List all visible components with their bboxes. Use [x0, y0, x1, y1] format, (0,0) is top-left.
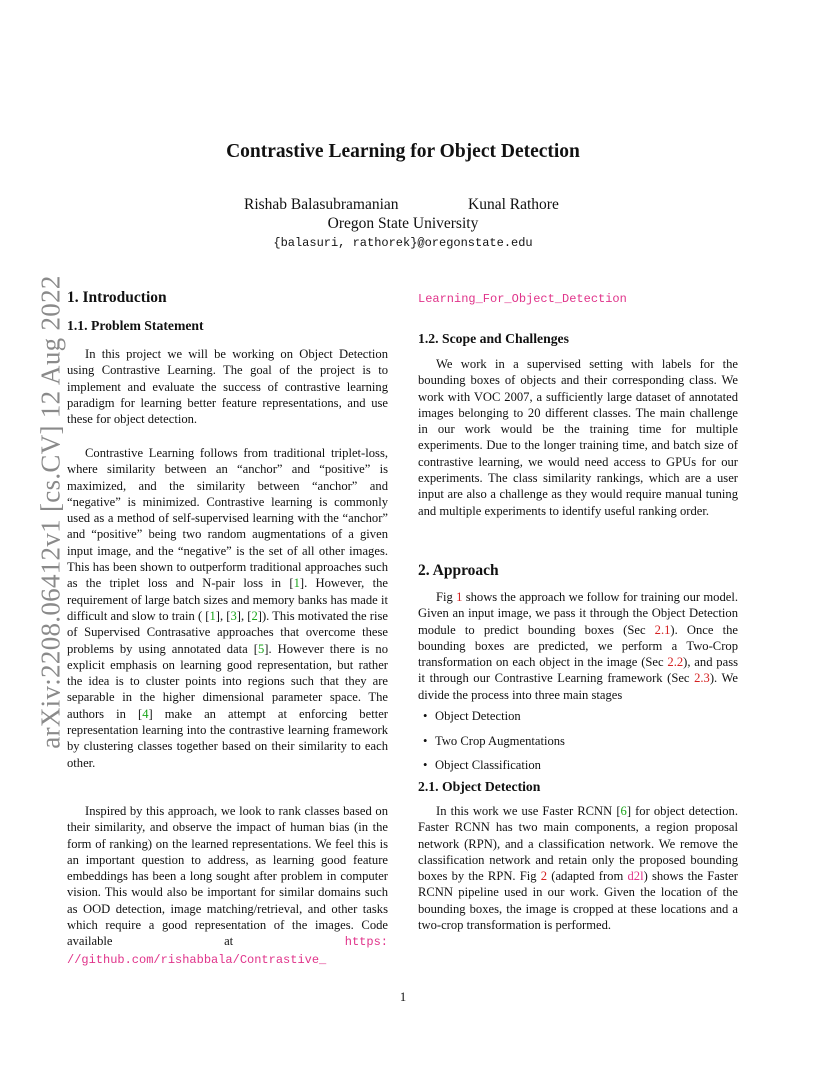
section-link[interactable]: 2.3 — [694, 671, 710, 686]
subsection-heading-object-detection: 2.1. Object Detection — [418, 779, 541, 794]
section-heading-approach: 2. Approach — [418, 562, 499, 579]
paragraph-problem-statement — [67, 346, 388, 427]
citation-link[interactable]: 1 — [293, 576, 300, 591]
figure-link[interactable]: 2 — [540, 869, 548, 884]
section-link[interactable]: 2.2 — [667, 655, 684, 670]
bullet-icon: • — [423, 709, 428, 723]
affiliation: Oregon State University — [327, 215, 479, 232]
list-item: • Object Detection — [423, 709, 521, 723]
citation-link[interactable]: 6 — [620, 804, 627, 818]
code-url-link[interactable]: https: — [344, 935, 388, 950]
bullet-icon: • — [423, 734, 428, 748]
citation-link[interactable]: 1 — [209, 608, 216, 623]
subsection-heading-problem-statement: 1.1. Problem Statement — [67, 318, 204, 333]
figure-link[interactable]: 1 — [456, 590, 463, 604]
bullet-icon: • — [423, 758, 428, 772]
section-heading-introduction: 1. Introduction — [67, 289, 167, 306]
citation-link[interactable]: 3 — [230, 608, 237, 623]
paragraph-object-detection — [418, 803, 738, 933]
author-email: {balasuri, rathorek}@oregonstate.edu — [273, 236, 533, 250]
paragraph-text: Contrastive Learning follows from traditional triplet-loss, where similarity between an “anchor” and “positive” is maximized, and the similarity between “anchor” and “negative” is minimized. Contrastive learning is commonly used as a method of self-supervised learning with the “anchor” and “positive” being two random augmentations of a given input image, and the “negative” is the set of all other images. This has been shown to outperform traditional approaches such as the triplet loss and N-pair loss in [1]. However, the requirement of large batch sizes and memory banks has made it difficult and slow to train ( [1], [3], [2]). This motivated the rise of Supervised Contrasative approaches that overcome these problems by using annotated data [5]. However there is no explicit emphasis on learning good representation, but rather the idea is to cluster points into regions such that they are separable in the higher dimensional parameter space. The authors in [4] make an attempt at enforcing better representation learning into the contrastive learning framework by clustering classes together based on their similarity to each other. — [67, 446, 388, 770]
subsection-heading-scope: 1.2. Scope and Challenges — [418, 331, 569, 346]
list-item: • Two Crop Augmentations — [423, 734, 565, 748]
citation-link[interactable]: 5 — [257, 641, 265, 656]
paragraph-approach — [418, 589, 738, 703]
paragraph-motivation — [67, 803, 388, 968]
section-link[interactable]: 2.1 — [654, 622, 671, 637]
author-1: Rishab Balasubramanian — [244, 196, 399, 213]
list-item: • Object Classification — [423, 758, 541, 772]
paragraph-text: In this work we use Faster RCNN [6] for object detection. Faster RCNN has two main components, a region proposal network (RPN), and a classification network. We remove the classification network and retain only the proposed bounding boxes by the RPN. Fig 2 (adapted from d2l) shows the Faster RCNN pipeline used in our work. Given the location of the bounding boxes, the image is cropped at these locations and a two-crop transformation is performed. — [418, 804, 738, 933]
paragraph-text: Fig 1 shows the approach we follow for training our model. Given an input image, we pass it through the Object Detection module to predict bounding boxes (Sec 2.1). Once the bounding boxes are predicted, we perform a Two-Crop transformation on each object in the image (Sec 2.2), and pass it through our Contrastive Learning framework (Sec 2.3). We divide the process into three main stages — [418, 590, 738, 702]
page-number: 1 — [399, 990, 407, 1004]
paragraph-scope — [418, 356, 738, 519]
paragraph-text: In this project we will be working on Object Detection using Contrastive Learning. The goal of the project is to implement and evaluate the success of contrastive learning paradigm for learning better feature representations, and use these for object detection. — [67, 347, 388, 427]
citation-link[interactable]: 2 — [251, 608, 258, 623]
citation-link[interactable]: 4 — [142, 706, 149, 721]
author-2: Kunal Rathore — [468, 196, 559, 213]
code-url-link-continued[interactable]: Learning_For_Object_Detection — [418, 292, 627, 306]
arxiv-id: arXiv:2208.06412v1 [cs.CV] 12 Aug 2022 — [35, 275, 66, 749]
paragraph-contrastive-learning — [67, 445, 388, 771]
d2l-link[interactable]: d2l — [627, 869, 644, 884]
code-url-link[interactable]: //github.com/rishabbala/Contrastive_ — [67, 952, 327, 967]
paragraph-text: We work in a supervised setting with labels for the bounding boxes of objects and their corresponding class. We work with VOC 2007, a sufficiently large dataset of annotated images belonging to 20 different classes. The main challenge in our work would be the training time for multiple experiments. Due to the longer training time, and batch size of contrastive learning, we would need access to GPUs for our experiments. The class similarity rankings, which are a user input are also a challenge as they would require manual tuning and multiple experiments to identify useful ranking order. — [418, 357, 738, 518]
paper-title: Contrastive Learning for Object Detection — [226, 141, 580, 162]
paragraph-text: Inspired by this approach, we look to rank classes based on their similarity, and observe the impact of human bias (in the form of ranking) on the learned representations. We feel this is an important question to address, as learning good feature embeddings has been a long sought after problem in computer vision. This would also be important for similar domains such as OOD detection, image matching/retrieval, and other tasks which require a good representation of the images. Code available at https: //github.com/rishabbala/Contrastive_ — [67, 804, 388, 967]
